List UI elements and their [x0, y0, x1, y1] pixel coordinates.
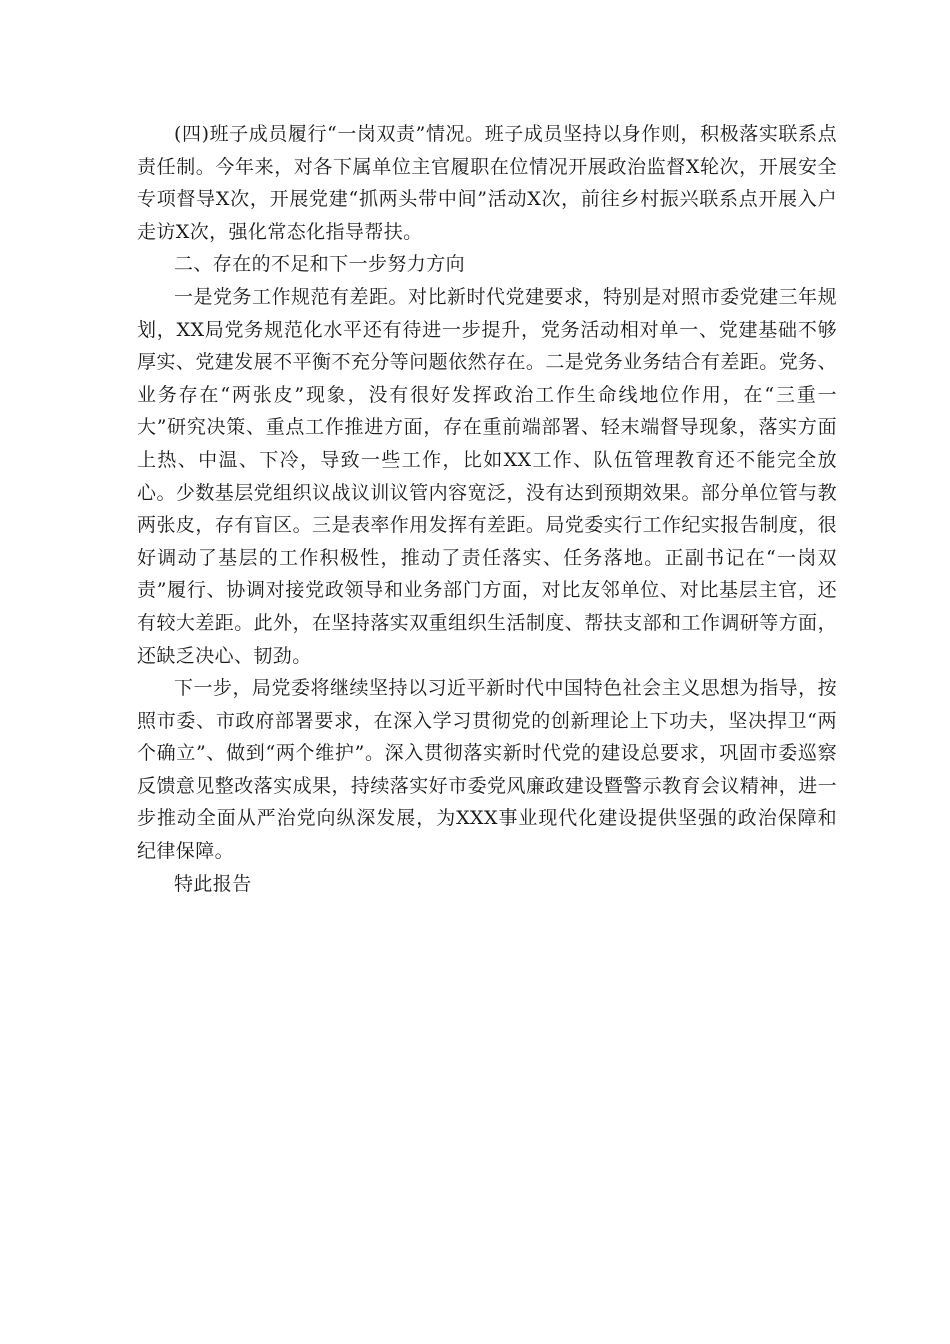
- closing-line: 特此报告: [174, 872, 252, 895]
- paragraph-next-steps: 下一步，局党委将继续坚持以习近平新时代中国特色社会主义思想为指导，按照市委、市政府部署要求，在深入学习贯彻党的创新理论上下功夫，坚决捍卫“两个确立”、做到“两个维护”。深入贯彻落实新时代党的建设总要求，巩固市委巡察反馈意见整改落实成果，持续落实好市委党风廉政建设暨警示教育会议精神，进一步推动全面从严治党向纵深发展，为XXX事业现代化建设提供坚强的政治保障和纪律保障。: [137, 677, 837, 863]
- document-body: [137, 118, 837, 900]
- paragraph-duty-fulfillment: (四)班子成员履行“一岗双责”情况。班子成员坚持以身作则，积极落实联系点责任制。今年来，对各下属单位主官履职在位情况开展政治监督X轮次，开展安全专项督导X次，开展党建“抓两头带中间”活动X次，前往乡村振兴联系点开展入户走访X次，强化常态化指导帮扶。: [137, 123, 837, 243]
- paragraph-shortcomings: 一是党务工作规范有差距。对比新时代党建要求，特别是对照市委党建三年规划，XX局党务规范化水平还有待进一步提升，党务活动相对单一、党建基础不够厚实、党建发展不平衡不充分等问题依然存在。二是党务业务结合有差距。党务、业务存在“两张皮”现象，没有很好发挥政治工作生命线地位作用，在“三重一大”研究决策、重点工作推进方面，存在重前端部署、轻末端督导现象，落实方面上热、中温、下冷，导致一些工作，比如XX工作、队伍管理教育还不能完全放心。少数基层党组织议战议训议管内容宽泛，没有达到预期效果。部分单位管与教两张皮，存有盲区。三是表率作用发挥有差距。局党委实行工作纪实报告制度，很好调动了基层的工作积极性，推动了责任落实、任务落地。正副书记在“一岗双责”履行、协调对接党政领导和业务部门方面，对比友邻单位、对比基层主官，还有较大差距。此外，在坚持落实双重组织生活制度、帮扶支部和工作调研等方面，还缺乏决心、韧劲。: [137, 285, 837, 667]
- section-heading-shortcomings: 二、存在的不足和下一步努力方向: [174, 253, 466, 276]
